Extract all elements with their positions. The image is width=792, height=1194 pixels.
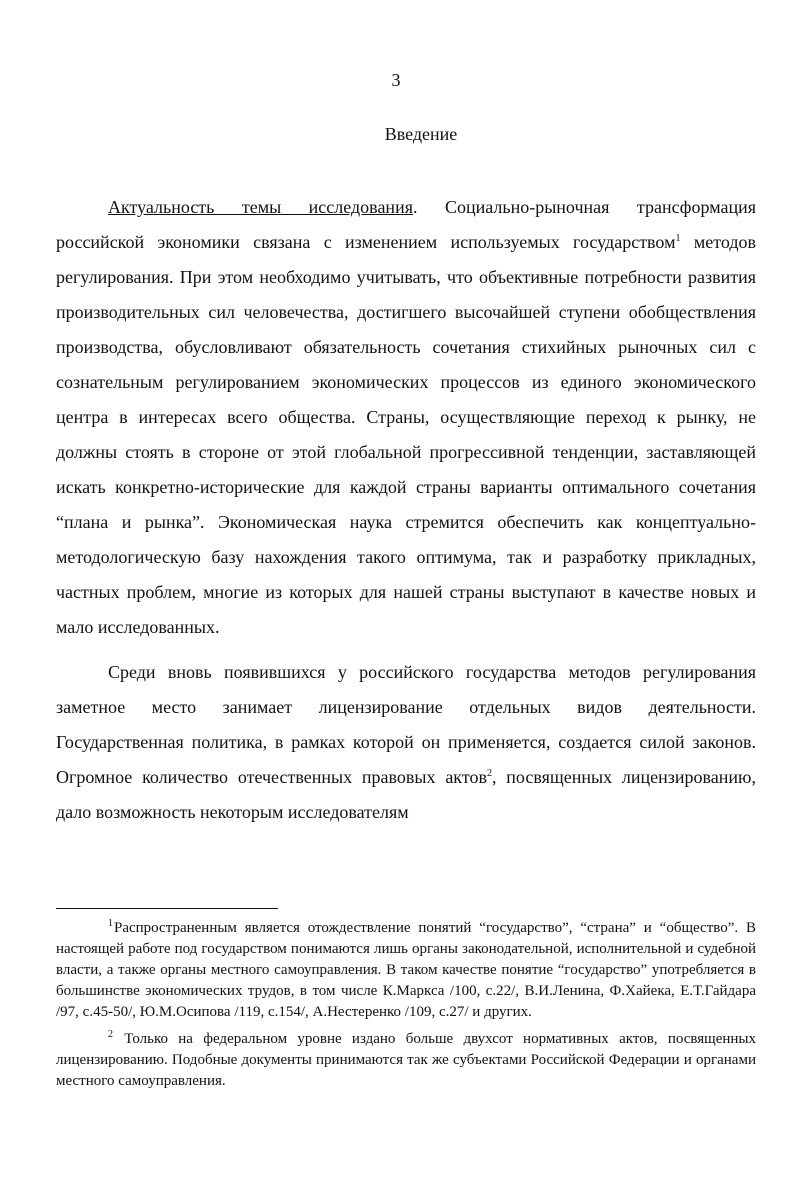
footnote-2-number: 2: [108, 1029, 113, 1040]
paragraph-1: [56, 190, 756, 645]
footnote-2: [56, 1029, 756, 1092]
paragraph-1-text-a: . Социально-рыночная трансформация российской экономики связана с изменением используемых государством: [56, 197, 756, 252]
paragraph-2-text-a: Среди вновь появившихся у российского государства методов регулирования заметное место занимает лицензирование отдельных видов деятельности. Государственная политика, в рамках которой он применяется, создается силой законов. Огромное количество отечественных правовых актов: [56, 662, 756, 787]
paragraph-2: [56, 655, 756, 830]
footnotes: [56, 918, 756, 1098]
topic-relevance-lead: Актуальность темы исследования: [108, 197, 413, 217]
section-heading: Введение: [384, 124, 458, 144]
body-text: [56, 190, 756, 840]
footnote-1: [56, 918, 756, 1023]
paragraph-1-text-b: методов регулирования. При этом необходимо учитывать, что объективные потребности развития производительных сил человечества, достигшего высочайшей ступени обобществления производства, обусловливают обязательность сочетания стихийных рыночных сил с сознательным регулированием экономических процессов из единого экономического центра в интересах всего общества. Страны, осуществляющие переход к рынку, не должны стоять в стороне от этой глобальной прогрессивной тенденции, заставляющей искать конкретно-исторические для каждой страны варианты оптимального сочетания “плана и рынка”. Экономическая наука стремится обеспечить как концептуально-методологическую базу нахождения такого оптимума, так и разработку прикладных, частных проблем, многие из которых для нашей страны выступают в качестве новых и мало исследованных.: [56, 232, 756, 637]
footnote-2-text: Только на федеральном уровне издано больше двухсот нормативных актов, посвященных лицензированию. Подобные документы принимаются так же субъектами Российской Федерации и органами местного самоуправления.: [56, 1031, 756, 1089]
paragraph-2-text-b: , посвященных лицензированию, дало возможность некоторым исследователям: [56, 767, 756, 822]
footnote-ref-1: 1: [675, 233, 681, 244]
footnote-1-number: 1: [108, 918, 113, 929]
footnote-ref-2: 2: [486, 768, 492, 779]
footnote-divider: [56, 908, 278, 909]
footnote-1-text: Распространенным является отождествление понятий “государство”, “страна” и “общество”. В настоящей работе под государством понимаются лишь органы законодательной, исполнительной и судебной власти, а также органы местного самоуправления. В таком качестве понятие “государство” употребляется в большинстве экономических трудов, в том числе К.Маркса /100, с.22/, В.И.Ленина, Ф.Хайека, Е.Т.Гайдара /97, с.45-50/, Ю.М.Осипова /119, с.154/, А.Нестеренко /109, с.27/ и других.: [56, 920, 756, 1020]
page-number: 3: [391, 70, 401, 90]
